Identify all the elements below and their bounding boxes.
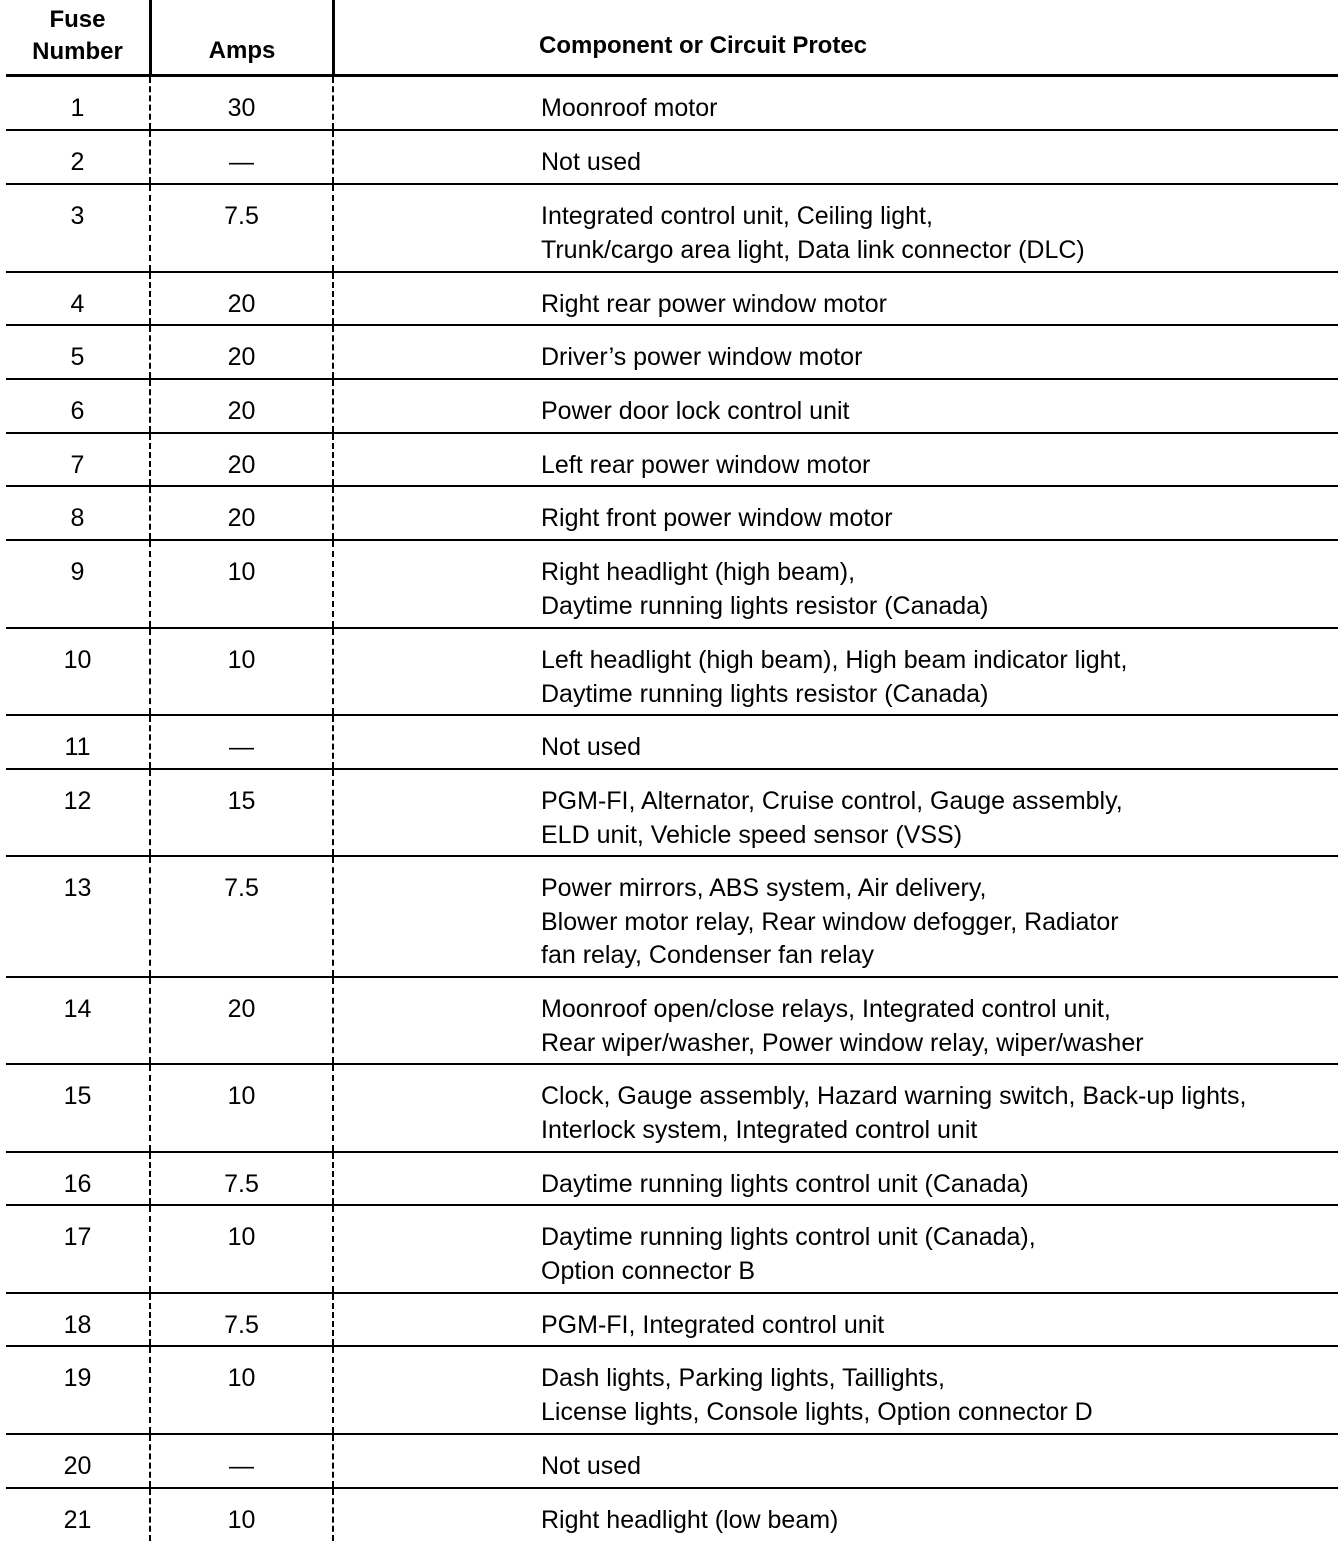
amps-cell: —	[149, 131, 332, 183]
component-line: Right rear power window motor	[541, 290, 887, 318]
table-row	[6, 541, 1338, 629]
fuse-number-cell: 2	[70, 148, 85, 176]
header-amps	[149, 0, 332, 74]
component-line: Option connector B	[541, 1256, 756, 1285]
component-line: Right front power window motor	[541, 504, 893, 532]
table-row	[6, 1347, 1338, 1435]
fuse-table	[6, 0, 1338, 1541]
component-line: Daytime running lights resistor (Canada)	[541, 679, 989, 708]
component-line: Daytime running lights resistor (Canada)	[541, 591, 989, 620]
component-cell	[332, 629, 1338, 714]
component-cell	[332, 1435, 1338, 1487]
component-line: Integrated control unit, Ceiling light,	[541, 202, 933, 230]
table-row	[6, 770, 1338, 857]
table-row	[6, 487, 1338, 541]
component-cell	[332, 1065, 1338, 1151]
amps-cell: 30	[149, 77, 332, 129]
table-row	[6, 380, 1338, 434]
table-row	[6, 1065, 1338, 1153]
table-row	[6, 434, 1338, 487]
component-line: Not used	[541, 733, 642, 761]
amps-cell: 20	[149, 326, 332, 378]
amps-cell: 10	[149, 1347, 332, 1433]
component-line: Left headlight (high beam), High beam indicator light,	[541, 646, 1128, 674]
fuse-number-cell: 15	[63, 1082, 92, 1110]
amps-cell: 10	[149, 1065, 332, 1151]
component-line: PGM-FI, Integrated control unit	[541, 1311, 885, 1339]
amps-cell: 10	[149, 1489, 332, 1541]
fuse-number-cell: 7	[70, 451, 85, 479]
component-cell	[332, 326, 1338, 378]
table-body	[6, 77, 1338, 1541]
component-line: Right headlight (high beam),	[541, 558, 856, 586]
component-cell	[332, 273, 1338, 324]
fuse-number-cell: 13	[63, 874, 92, 902]
amps-cell: 15	[149, 770, 332, 855]
component-line: Dash lights, Parking lights, Taillights,	[541, 1364, 945, 1392]
table-row	[6, 1206, 1338, 1294]
component-line: Trunk/cargo area light, Data link connector (DLC)	[541, 235, 1085, 264]
component-line: fan relay, Condenser fan relay	[541, 941, 875, 969]
table-row	[6, 716, 1338, 770]
component-line: Moonroof open/close relays, Integrated control unit,	[541, 995, 1111, 1023]
amps-cell: 7.5	[149, 1153, 332, 1204]
amps-cell: 20	[149, 434, 332, 485]
fuse-number-cell: 16	[63, 1170, 92, 1198]
component-cell	[332, 857, 1338, 976]
component-line: Blower motor relay, Rear window defogger, Radiator	[541, 907, 1119, 936]
table-row	[6, 1435, 1338, 1489]
fuse-number-cell: 1	[70, 94, 85, 122]
component-cell	[332, 185, 1338, 271]
header-fuse-number-line1: Fuse	[49, 6, 106, 33]
table-row	[6, 1153, 1338, 1206]
component-cell	[332, 131, 1338, 183]
table-header-row	[6, 0, 1338, 77]
component-cell	[332, 434, 1338, 485]
amps-cell: 7.5	[149, 857, 332, 976]
component-cell	[332, 1206, 1338, 1292]
amps-cell: 10	[149, 629, 332, 714]
header-fuse-number	[6, 0, 149, 74]
header-component-label: Component or Circuit Protec	[539, 32, 868, 59]
amps-cell: 10	[149, 541, 332, 627]
fuse-number-cell: 19	[63, 1364, 92, 1392]
component-line: PGM-FI, Alternator, Cruise control, Gauge assembly,	[541, 787, 1123, 815]
component-line: Daytime running lights control unit (Canada),	[541, 1223, 1036, 1251]
table-row	[6, 131, 1338, 185]
table-row	[6, 77, 1338, 131]
component-line: Rear wiper/washer, Power window relay, wiper/washer	[541, 1028, 1144, 1057]
fuse-number-cell: 8	[70, 504, 85, 532]
fuse-number-cell: 9	[70, 558, 85, 586]
amps-cell: —	[149, 1435, 332, 1487]
table-row	[6, 1489, 1338, 1541]
component-cell	[332, 1294, 1338, 1345]
fuse-number-cell: 21	[63, 1506, 92, 1534]
component-line: ELD unit, Vehicle speed sensor (VSS)	[541, 820, 963, 849]
header-fuse-number-line2: Number	[32, 38, 123, 65]
fuse-number-cell: 20	[63, 1452, 92, 1480]
fuse-number-cell: 17	[63, 1223, 92, 1251]
amps-cell: 7.5	[149, 1294, 332, 1345]
table-row	[6, 185, 1338, 273]
fuse-number-cell: 11	[64, 733, 91, 761]
fuse-number-cell: 6	[70, 397, 85, 425]
fuse-number-cell: 3	[70, 202, 85, 230]
component-cell	[332, 770, 1338, 855]
amps-cell: 20	[149, 273, 332, 324]
amps-cell: 20	[149, 978, 332, 1063]
component-line: Moonroof motor	[541, 94, 718, 122]
fuse-number-cell: 18	[63, 1311, 92, 1339]
component-line: Power mirrors, ABS system, Air delivery,	[541, 874, 987, 902]
table-row	[6, 978, 1338, 1065]
component-cell	[332, 1347, 1338, 1433]
amps-cell: 20	[149, 380, 332, 432]
fuse-number-cell: 14	[63, 995, 92, 1023]
table-row	[6, 326, 1338, 380]
amps-cell: —	[149, 716, 332, 768]
component-line: Left rear power window motor	[541, 451, 871, 479]
table-row	[6, 1294, 1338, 1347]
table-row	[6, 629, 1338, 716]
component-line: Power door lock control unit	[541, 397, 850, 425]
component-cell	[332, 1489, 1338, 1541]
header-amps-label: Amps	[208, 37, 276, 64]
amps-cell: 7.5	[149, 185, 332, 271]
fuse-number-cell: 4	[70, 290, 85, 318]
fuse-number-cell: 10	[63, 646, 92, 674]
fuse-number-cell: 5	[70, 343, 85, 371]
component-line: Interlock system, Integrated control unit	[541, 1115, 978, 1144]
amps-cell: 20	[149, 487, 332, 539]
table-row	[6, 273, 1338, 326]
component-line: Not used	[541, 148, 642, 176]
component-line: License lights, Console lights, Option connector D	[541, 1397, 1093, 1426]
component-line: Driver’s power window motor	[541, 343, 863, 371]
component-line: Not used	[541, 1452, 642, 1480]
component-cell	[332, 487, 1338, 539]
header-component	[332, 0, 1338, 74]
component-cell	[332, 1153, 1338, 1204]
component-cell	[332, 380, 1338, 432]
amps-cell: 10	[149, 1206, 332, 1292]
component-cell	[332, 77, 1338, 129]
table-row	[6, 857, 1338, 978]
component-cell	[332, 978, 1338, 1063]
component-line: Clock, Gauge assembly, Hazard warning switch, Back-up lights,	[541, 1082, 1247, 1110]
component-line: Right headlight (low beam)	[541, 1506, 839, 1534]
component-line: Daytime running lights control unit (Canada)	[541, 1170, 1029, 1198]
component-cell	[332, 541, 1338, 627]
fuse-number-cell: 12	[63, 787, 92, 815]
component-cell	[332, 716, 1338, 768]
